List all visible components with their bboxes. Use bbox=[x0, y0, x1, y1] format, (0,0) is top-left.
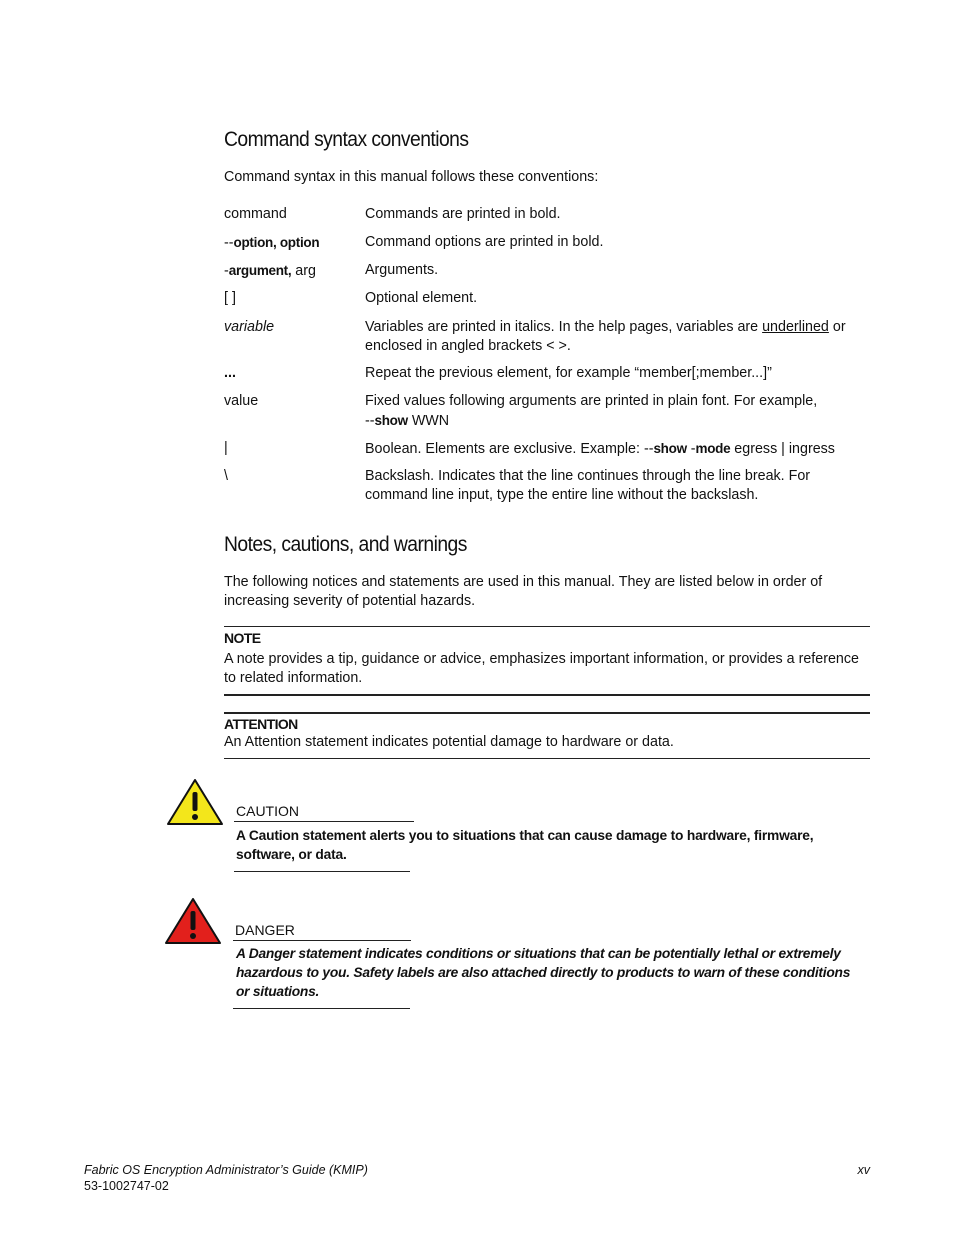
desc-value-plain: WWN bbox=[407, 413, 450, 429]
desc-argument: Arguments. bbox=[365, 262, 439, 278]
desc-ellipsis: Repeat the previous element, for example “member[;member...]” bbox=[365, 365, 772, 381]
desc-variable-underlined: underlined bbox=[762, 319, 829, 335]
section-heading-syntax: Command syntax conventions bbox=[224, 128, 469, 151]
caution-triangle-icon bbox=[166, 778, 224, 831]
desc-boolean-b2: mode bbox=[695, 441, 731, 456]
desc-backslash bbox=[365, 467, 870, 505]
term-argument-bold: argument, bbox=[228, 263, 292, 278]
note-bottom-rule bbox=[224, 694, 870, 696]
danger-bottom-rule bbox=[233, 1008, 410, 1009]
desc-boolean-a: Boolean. Elements are exclusive. Example: bbox=[365, 441, 644, 457]
caution-label: CAUTION bbox=[236, 803, 299, 819]
term-backslash: \ bbox=[224, 468, 228, 484]
desc-value bbox=[365, 392, 870, 431]
term-option-prefix: -- bbox=[224, 235, 234, 251]
danger-triangle-icon bbox=[164, 897, 222, 950]
note-text-line2: to related information. bbox=[224, 670, 363, 686]
term-option-bold: option, option bbox=[233, 235, 320, 250]
caution-bottom-rule bbox=[234, 871, 410, 872]
notes-intro bbox=[224, 573, 874, 611]
danger-label-rule bbox=[233, 940, 411, 941]
desc-option: Command options are printed in bold. bbox=[365, 234, 604, 250]
note-top-rule bbox=[224, 626, 870, 627]
desc-variable-a: Variables are printed in italics. In the help pages, variables are bbox=[365, 319, 763, 335]
caution-text-line1: A Caution statement alerts you to situations that can cause damage to hardware, firmware, bbox=[236, 828, 814, 843]
term-value: value bbox=[224, 393, 259, 409]
footer-title: Fabric OS Encryption Administrator’s Guide (KMIP) bbox=[84, 1163, 368, 1177]
desc-boolean-p1: -- bbox=[643, 441, 654, 457]
desc-value-bold: show bbox=[374, 413, 408, 428]
desc-variable-line2: enclosed in angled brackets < >. bbox=[365, 338, 571, 354]
note-label: NOTE bbox=[224, 630, 261, 646]
term-boolean: | bbox=[224, 440, 228, 456]
attention-text: An Attention statement indicates potential damage to hardware or data. bbox=[224, 734, 674, 750]
note-text-line1: A note provides a tip, guidance or advice, emphasizes important information, or provides a reference bbox=[224, 651, 859, 667]
footer-doc-number: 53-1002747-02 bbox=[84, 1179, 169, 1193]
desc-optional: Optional element. bbox=[365, 290, 478, 306]
notes-intro-line2: increasing severity of potential hazards. bbox=[224, 593, 476, 609]
note-text bbox=[224, 650, 874, 688]
caution-text-line2: software, or data. bbox=[236, 847, 347, 862]
danger-label: DANGER bbox=[235, 922, 295, 938]
syntax-intro: Command syntax in this manual follows these conventions: bbox=[224, 169, 599, 185]
attention-bottom-rule bbox=[224, 758, 870, 759]
desc-value-line1: Fixed values following arguments are printed in plain font. For example, bbox=[365, 393, 818, 409]
desc-variable bbox=[365, 318, 870, 356]
term-command: command bbox=[224, 206, 287, 222]
danger-text bbox=[236, 944, 876, 1001]
caution-text bbox=[236, 826, 876, 864]
desc-boolean-tail: egress | ingress bbox=[730, 441, 835, 457]
desc-command: Commands are printed in bold. bbox=[365, 206, 561, 222]
desc-value-prefix: -- bbox=[365, 413, 375, 429]
attention-label: ATTENTION bbox=[224, 716, 298, 732]
desc-boolean bbox=[365, 439, 870, 459]
danger-text-line2: hazardous to you. Safety labels are also attached directly to products to warn of these conditions bbox=[236, 965, 851, 980]
notes-intro-line1: The following notices and statements are used in this manual. They are listed below in order of bbox=[224, 574, 823, 590]
term-argument-prefix: - bbox=[224, 263, 229, 279]
term-optional: [ ] bbox=[224, 290, 236, 306]
danger-text-line3: or situations. bbox=[236, 984, 320, 999]
desc-backslash-line1: Backslash. Indicates that the line continues through the line break. For bbox=[365, 468, 811, 484]
term-ellipsis: ... bbox=[224, 365, 236, 381]
desc-boolean-p2: - bbox=[686, 441, 696, 457]
term-argument-plain: arg bbox=[291, 263, 316, 279]
attention-top-rule bbox=[224, 712, 870, 714]
danger-text-line1: A Danger statement indicates conditions or situations that can be potentially lethal or extremely bbox=[236, 946, 841, 961]
term-variable: variable bbox=[224, 319, 275, 335]
term-argument bbox=[224, 261, 316, 281]
desc-boolean-b1: show bbox=[653, 441, 687, 456]
desc-variable-b: or bbox=[828, 319, 846, 335]
section-heading-notes: Notes, cautions, and warnings bbox=[224, 533, 467, 556]
footer-page-number: xv bbox=[857, 1163, 870, 1177]
term-option bbox=[224, 233, 319, 253]
desc-backslash-line2: command line input, type the entire line without the backslash. bbox=[365, 487, 759, 503]
caution-label-rule bbox=[234, 821, 414, 822]
